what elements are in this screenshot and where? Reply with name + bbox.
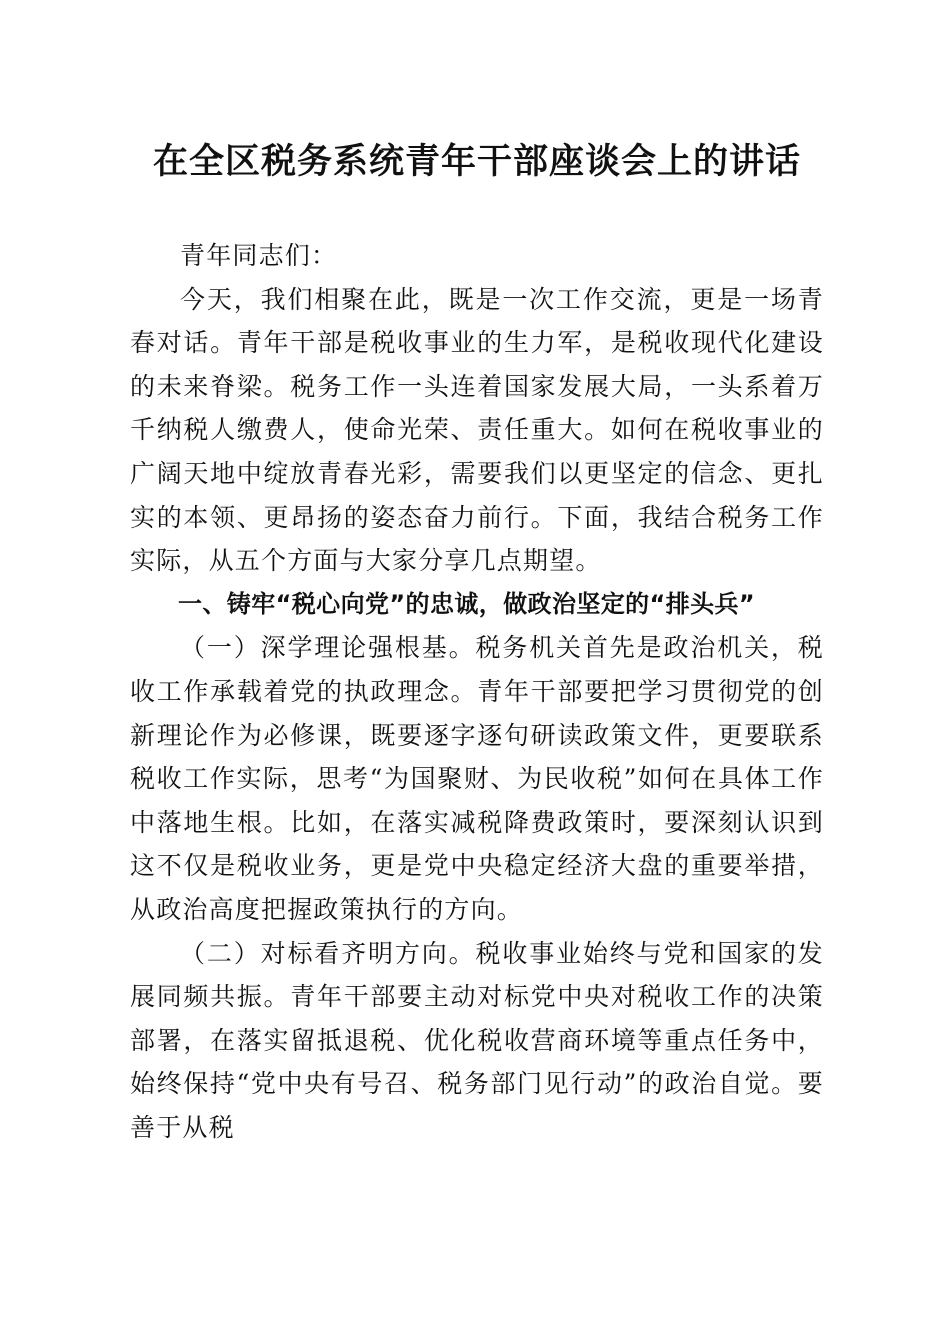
salutation: 青年同志们： xyxy=(180,241,338,270)
paragraph-2-body: 税收事业始终与党和国家的发展同频共振。青年干部要主动对标党中央对税收工作的决策部署，在落实留抵退税、优化税收营商环境等重点任务中，始终保持“党中央有号召、税务部门见行动”的政治自觉。要善于从税 xyxy=(130,938,824,1142)
paragraph-2-lead: （二）对标看齐明方向。 xyxy=(180,938,476,968)
paragraph-1 xyxy=(130,626,824,931)
document-title: 在全区税务系统青年干部座谈会上的讲话 xyxy=(152,141,801,182)
document-body xyxy=(130,234,824,1149)
paragraph-1-lead: （一）深学理论强根基。 xyxy=(180,633,476,663)
paragraph-1-body: 税务机关首先是政治机关，税收工作承载着党的执政理念。青年干部要把学习贯彻党的创新理论作为必修课，既要逐字逐句研读政策文件，更要联系税收工作实际，思考“为国聚财、为民收税”如何在具体工作中落地生根。比如，在落实减税降费政策时，要深刻认识到这不仅是税收业务，更是党中央稳定经济大盘的重要举措，从政治高度把握政策执行的方向。 xyxy=(130,633,824,924)
section-heading-1: 一、铸牢“税心向党”的忠诚，做政治坚定的“排头兵” xyxy=(178,589,756,618)
intro-paragraph: 今天，我们相聚在此，既是一次工作交流，更是一场青春对话。青年干部是税收事业的生力军，是税收现代化建设的未来脊梁。税务工作一头连着国家发展大局，一头系着万千纳税人缴费人，使命光荣、责任重大。如何在税收事业的广阔天地中绽放青春光彩，需要我们以更坚定的信念、更扎实的本领、更昂扬的姿态奋力前行。下面，我结合税务工作实际，从五个方面与大家分享几点期望。 xyxy=(130,284,824,576)
paragraph-2 xyxy=(130,932,824,1150)
document-page xyxy=(130,138,824,1149)
